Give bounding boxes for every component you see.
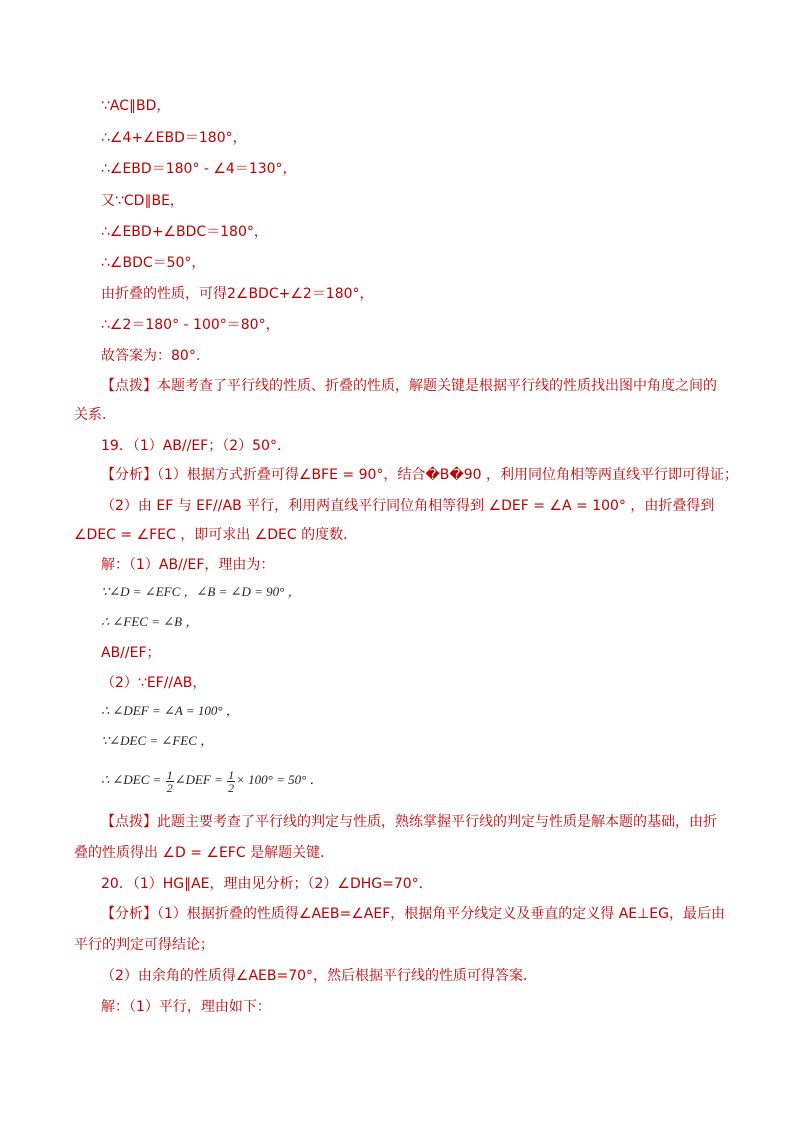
analysis-line: （2）由 EF 与 EF//AB 平行，利用两直线平行同位角相等得到 ∠DEF = ∠A = 100° ，由折叠得到 bbox=[101, 498, 715, 514]
solution-line: 由折叠的性质，可得2∠BDC+∠2＝180°， bbox=[101, 286, 374, 302]
solution-line: ∴∠4+∠EBD＝180°， bbox=[101, 130, 247, 146]
fraction-numerator: 1 bbox=[228, 767, 235, 782]
math-text: ∴ ∠DEC = bbox=[101, 772, 165, 787]
fraction-denominator: 2 bbox=[166, 780, 173, 795]
math-line: ∵∠DEC = ∠FEC ， bbox=[101, 733, 214, 748]
math-line: ∴ ∠FEC = ∠B ， bbox=[101, 614, 199, 629]
comment-line: 叠的性质得出 ∠D = ∠EFC 是解题关键． bbox=[74, 845, 335, 861]
fraction bbox=[166, 769, 174, 794]
question-answer-20: 20．（1）HG∥AE，理由见分析；（2）∠DHG=70°． bbox=[101, 876, 433, 892]
analysis-line: 【分析】（1）根据折叠的性质得∠AEB=∠AEF，根据角平分线定义及垂直的定义得 AE⊥EG，最后由 bbox=[101, 906, 726, 922]
solution-line: AB//EF； bbox=[101, 645, 161, 661]
math-line: ∴ ∠DEF = ∠A = 100° ， bbox=[101, 703, 239, 718]
analysis-line: 【分析】（1）根据方式折叠可得∠BFE = 90°，结合�B�90 ，利用同位角相等两直线平行即可得证； bbox=[101, 467, 738, 483]
solution-line: ∴∠2＝180° - 100°＝80°， bbox=[101, 317, 280, 333]
solution-line: （2）∵EF//AB， bbox=[101, 675, 207, 691]
solution-line: 解：（1）平行，理由如下： bbox=[101, 999, 271, 1015]
analysis-line: （2）由余角的性质得∠AEB=70°，然后根据平行线的性质可得答案． bbox=[101, 968, 538, 984]
comment-line: 【点拨】此题主要考查了平行线的判定与性质，熟练掌握平行线的判定与性质是解本题的基础，由折 bbox=[101, 814, 717, 830]
fraction bbox=[227, 769, 235, 794]
solution-line: ∴∠EBD+∠BDC＝180°， bbox=[101, 224, 268, 240]
comment-line: 关系． bbox=[74, 407, 116, 423]
solution-line: 解：（1）AB//EF，理由为： bbox=[101, 557, 275, 573]
solution-line: ∴∠BDC＝50°， bbox=[101, 255, 206, 271]
fraction-denominator: 2 bbox=[228, 780, 235, 795]
math-text: × 100° = 50° ． bbox=[236, 772, 323, 787]
analysis-line: 平行的判定可得结论； bbox=[74, 937, 214, 953]
math-line-fraction bbox=[101, 767, 323, 794]
answer-line: 故答案为：80°. bbox=[101, 348, 201, 364]
comment-line: 【点拨】本题考查了平行线的性质、折叠的性质，解题关键是根据平行线的性质找出图中角度之间的 bbox=[101, 378, 717, 394]
solution-line: ∴∠EBD＝180° - ∠4＝130°， bbox=[101, 161, 297, 177]
solution-line: ∵AC∥BD， bbox=[101, 98, 171, 114]
fraction-numerator: 1 bbox=[166, 767, 173, 782]
question-answer-19: 19．（1）AB//EF；（2）50°． bbox=[101, 438, 291, 454]
math-line: ∵∠D = ∠EFC ，∠B = ∠D = 90° ， bbox=[101, 584, 301, 599]
math-text: ∠DEF = bbox=[174, 772, 227, 787]
solution-line: 又∵CD∥BE， bbox=[101, 193, 184, 209]
analysis-line: ∠DEC = ∠FEC ，即可求出 ∠DEC 的度数． bbox=[74, 527, 358, 543]
